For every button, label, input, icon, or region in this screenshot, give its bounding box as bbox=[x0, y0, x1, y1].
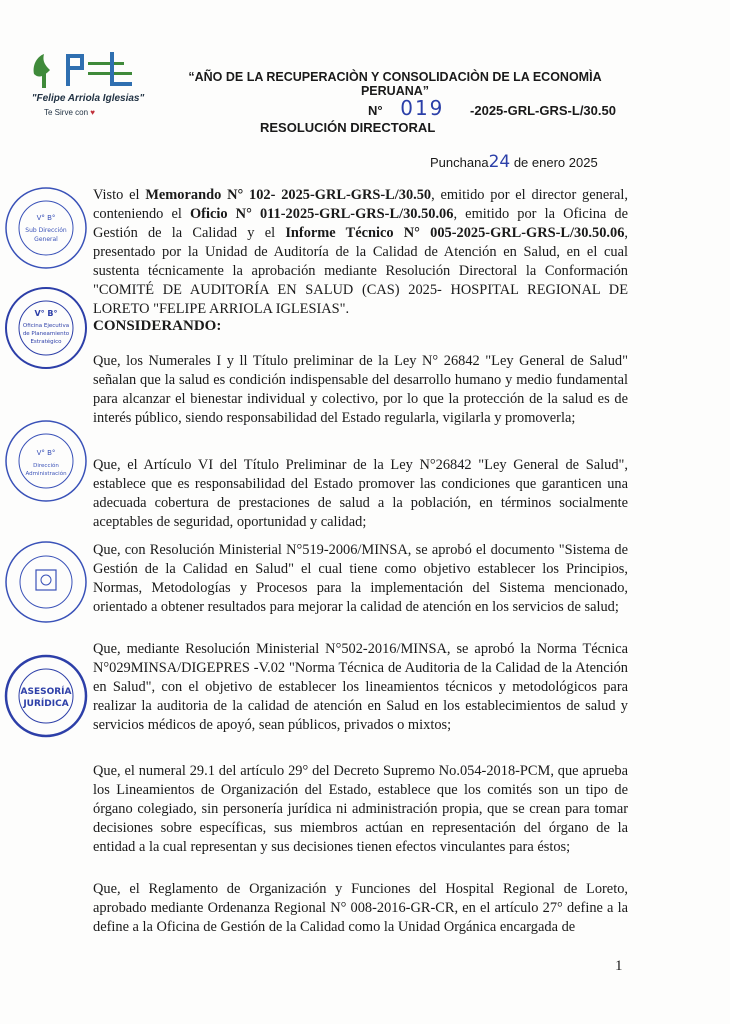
logo-caption: "Felipe Arriola Iglesias" bbox=[31, 93, 145, 104]
resolution-code: -2025-GRL-GRS-L/30.50 bbox=[470, 103, 616, 118]
svg-text:JURÍDICA: JURÍDICA bbox=[23, 699, 69, 709]
year-motto: “AÑO DE LA RECUPERACIÒN Y CONSOLIDACIÒN DE LA ECONOMÌA PERUANA” bbox=[188, 70, 602, 98]
visto-text-3: , emitido por la Oficina de Gestión de la Calidad y el bbox=[93, 206, 628, 241]
stamp-planeamiento bbox=[0, 282, 92, 374]
svg-text:Administración: Administración bbox=[25, 471, 67, 477]
svg-text:ASESORÍA: ASESORÍA bbox=[20, 687, 72, 697]
document-title: RESOLUCIÓN DIRECTORAL bbox=[260, 120, 436, 135]
logo-subcaption bbox=[44, 108, 95, 117]
visto-oficio: Oficio N° 011-2025-GRL-GRS-L/30.50.06 bbox=[189, 206, 454, 222]
svg-text:Dirección: Dirección bbox=[33, 463, 59, 469]
visto-informe: Informe Técnico N° 005-2025-GRL-GRS-L/30.50.06 bbox=[285, 225, 625, 241]
paragraph-3: Que, con Resolución Ministerial N°519-2006/MINSA, se aprobó el documento "Sistema de Gestión de la Calidad en Salud" el cual tiene como objetivo establecer los Principios, Normas, Metodologías y Procesos para la implementación del Sistema mencionado, orientado a obtener resultados para mejorar la calidad de atención en los servicios de salud; bbox=[93, 542, 628, 615]
svg-text:Estratégico: Estratégico bbox=[30, 339, 62, 345]
considerando-heading: CONSIDERANDO: bbox=[93, 318, 222, 334]
stamp-gestion-calidad bbox=[0, 536, 92, 628]
svg-text:Oficina Ejecutiva: Oficina Ejecutiva bbox=[22, 323, 70, 329]
date-place: Punchana bbox=[430, 155, 489, 170]
svg-text:V° B°: V° B° bbox=[36, 449, 56, 457]
visto-text-2: , emitido por el director general, conteniendo el bbox=[93, 187, 628, 222]
document-date bbox=[430, 152, 598, 172]
stamp-administracion bbox=[0, 415, 92, 507]
paragraph-1: Que, los Numerales I y ll Título preliminar de la Ley N° 26842 "Ley General de Salud" señalan que la salud es condición indispensable del desarrollo humano y medio fundamental para alcanzar el bienestar individual y colectivo, por lo que la protección de la salud es de interés público, siendo responsabilidad del Estado regularla, vigilarla y promoverla; bbox=[93, 353, 628, 426]
paragraph-2: Que, el Artículo VI del Título Preliminar de la Ley N°26842 "Ley General de Salud", establece que es responsabilidad del Estado promover las condiciones que garanticen una adecuada cobertura de prestaciones de salud a la población, en términos socialmente aceptables de seguridad, oportunidad y calidad; bbox=[93, 457, 628, 530]
stamp-asesoria-juridica bbox=[0, 650, 92, 742]
svg-text:V° B°: V° B° bbox=[34, 309, 58, 318]
visto-text-4: , presentado por la Unidad de Auditoría de la Calidad de Atención en Salud, en el cual sustenta técnicamente la aprobación mediante Resolución Directoral la Conformación "COMITÉ DE AUDITORÍA EN SALUD (CAS) 2025- HOSPITAL REGIONAL DE LORETO "FELIPE ARRIOLA IGLESIAS". bbox=[93, 225, 629, 317]
stamp-subdireccion bbox=[0, 182, 92, 274]
svg-text:General: General bbox=[34, 236, 58, 243]
svg-text:V° B°: V° B° bbox=[36, 214, 56, 222]
visto-text-1: Visto el bbox=[93, 187, 146, 203]
handwritten-number: 019 bbox=[400, 96, 445, 120]
svg-text:Sub Dirección: Sub Dirección bbox=[25, 227, 67, 234]
date-rest: de enero 2025 bbox=[510, 155, 598, 170]
number-label: N° bbox=[368, 103, 383, 118]
visto-memorando: Memorando N° 102- 2025-GRL-GRS-L/30.50 bbox=[145, 187, 432, 203]
page-number: 1 bbox=[615, 958, 623, 974]
svg-text:de Planeamiento: de Planeamiento bbox=[22, 331, 70, 337]
logo-sub-text: Te Sirve con bbox=[44, 108, 89, 117]
resolution-number bbox=[368, 96, 616, 120]
paragraph-6: Que, el Reglamento de Organización y Funciones del Hospital Regional de Loreto, aprobado mediante Ordenanza Regional N° 008-2016-GR-CR, en el artículo 27° define a la define a la Oficina de Gestión de la Calidad como la Unidad Orgánica encargada de bbox=[93, 881, 628, 935]
paragraph-5: Que, el numeral 29.1 del artículo 29° del Decreto Supremo No.054-2018-PCM, que aprueba los Lineamientos de Organización del Estado, establece que los comités son un tipo de órgano colegiado, sin personería jurídica ni administración propia, que se crean para tomar decisiones sobre específicas, sus miembros actúan en representación del órgano de la entidad a la cual representan y sus decisiones tienen efectos vinculantes para éstos; bbox=[93, 763, 628, 855]
date-day: 24 bbox=[488, 152, 511, 172]
institution-logo bbox=[28, 44, 140, 96]
paragraph-4: Que, mediante Resolución Ministerial N°502-2016/MINSA, se aprobó la Norma Técnica N°029MINSA/DIGEPRES -V.02 "Norma Técnica de Auditoria de la Calidad de la Atención en Salud", con el objetivo de establecer los lineamientos técnicos y metodológicos para realizar la auditoria de la calidad de atención en Salud en los establecimientos de salud y servicios médicos de apoyó, sean públicos, privados o mixtos; bbox=[93, 641, 628, 733]
heart-icon: ♥ bbox=[90, 108, 96, 117]
visto-paragraph bbox=[93, 186, 628, 319]
